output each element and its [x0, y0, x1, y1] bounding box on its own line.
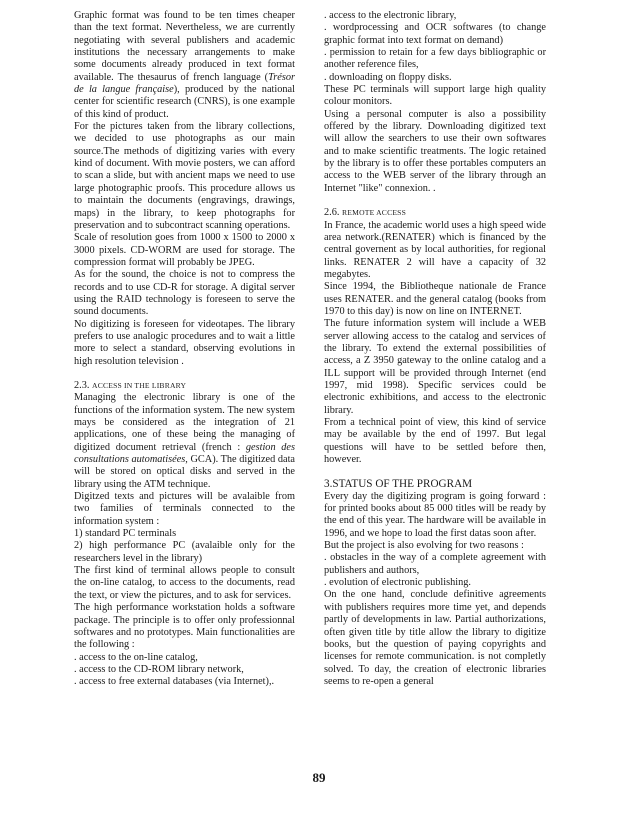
italic-title: Trésor de la langue française — [74, 71, 295, 96]
section-heading-2-6: 2.6. REMOTE ACCESS — [324, 207, 407, 219]
paragraph: The first kind of terminal allows people to consult the on-line catalog, to access to the documents, read the text, or view the pictures, and to ask for services. — [74, 565, 295, 601]
section-heading-3: 3.STATUS OF THE PROGRAM — [324, 478, 473, 491]
list-item: 2) high performance PC (avalaible only for the researchers level in the library) — [74, 540, 295, 564]
paragraph: In France, the academic world uses a high speed wide area network.(RENATER) which is financed by the central governent as by local authorities, for regional links. RENATER 2 will have a capacity of 32 megabytes. — [324, 219, 546, 280]
list-item: . access to the electronic library, — [324, 10, 457, 21]
paragraph: Scale of resolution goes from 1000 x 1500 to 2000 x 3000 pixels. CD-WORM are used for storage. The compression format will probably be JPEG. — [74, 232, 295, 268]
list-item: . evolution of electronic publishing. — [324, 577, 471, 589]
list-item: . downloading on floppy disks. — [324, 71, 452, 83]
list-item: . access to free external databases (via Internet),. — [74, 676, 275, 688]
paragraph: Managing the electronic library is one of the functions of the information system. The new system mays be considered as the integration of 21 applications, one of these being the managing of digitized document retrieval (french : gestion des consultations automatisées, GCA). The digitized data will be stored on optical disks and served in the library using the ATM technique. — [74, 392, 295, 490]
list-item: . access to the CD-ROM library network, — [74, 663, 244, 675]
paragraph: The future information system will include a WEB server allowing access to the catalog and services of the library. To extend the external possibilities of access, a Z 3950 gateway to the online catalog and a ILL support will be provided through Internet (end 1997, mid 1998). Specific services could be electronic exhibitions, and access to the electronic library. — [324, 318, 546, 416]
paragraph: From a technical point of view, this kind of service may be available by the end of 1997. But legal questions will have to be settled before then, however. — [324, 417, 546, 466]
list-item: 1) standard PC terminals — [74, 528, 177, 540]
paragraph: These PC terminals will support large high quality colour monitors. — [324, 84, 546, 108]
page-number: 89 — [312, 770, 326, 785]
list-item: . obstacles in the way of a complete agreement with publishers and authors, — [324, 552, 546, 576]
paragraph: Using a personal computer is also a possibility offered by the library. Downloading digitized text will allow the searchers to use their own softwares and to make scientific treatments. The logic retained by the library is to offer these portables computers an access to the WEB server of the library through an Internet "like" connexion. . — [324, 108, 546, 194]
left-column — [74, 10, 295, 689]
paragraph: For the pictures taken from the library collections, we decided to use photographs as our main source.The methods of digitizing varies with every kind of document. With movie posters, we can afford to scan a slide, but with ancient maps we need to use large photographic proofs. This procedure allows us to maintain the documents (engravings, drawings, maps) in the library, to keep photographs for preservation and to subcontract scanning operations. — [74, 121, 295, 231]
paragraph: But the project is also evolving for two reasons : — [324, 540, 524, 552]
list-item: . access to the on-line catalog, — [74, 651, 198, 663]
list-item: . wordprocessing and OCR softwares (to change graphic format into text format on demand) — [324, 22, 546, 46]
paragraph: Every day the digitizing program is going forward : for printed books about 85 000 titles will be ready by the end of this year. The hardware will be available in 1996, and we hope to load the first datas soon after. — [324, 490, 546, 539]
section-heading-2-3: 2.3. ACCESS IN THE LIBRARY — [74, 379, 187, 391]
paragraph: No digitizing is foreseen for videotapes. The library prefers to use analogic procedures and to wait a little more to select a standard, observing evolutions in high resolution television . — [74, 318, 295, 367]
list-item: . permission to retain for a few days bibliographic or another reference files, — [324, 47, 546, 71]
paragraph: Graphic format was found to be ten times cheaper than the text format. Nevertheless, we are currently negotiating with several publishers and academic institutions the necessary arrangements to make some documents already produced in text format available. The thesaurus of french language (Trésor de la langue française), produced by the national center for scientific research (CNRS), is one example of this kind of product. — [74, 10, 295, 120]
paragraph: Since 1994, the Bibliotheque nationale de France uses RENATER. and the general catalog (books from 1970 to this day) is now on line on INTERNET. — [324, 281, 546, 317]
paragraph: Digitzed texts and pictures will be avalaible from two families of terminals connected to the information system : — [74, 491, 295, 527]
paragraph: The high performance workstation holds a software package. The principle is to offer only professionnal softwares and no prototypes. Main functionalities are the following : — [74, 602, 295, 651]
paragraph: On the one hand, conclude definitive agreements with publishers requires more time yet, and depends partly of developments in law. Partial authorizations, often given title by title allow the library to digitize books, but the question of paying copyrights and licenses for remote communication. is not completly solved. To day, the creation of electronic libraries seems to re-open a general — [324, 589, 546, 687]
italic-term: gestion des consultations automatisées — [74, 441, 295, 466]
paragraph: As for the sound, the choice is not to compress the records and to use CD-R for storage. A digital server using the RAID technology is foreseen to serve the sound documents. — [74, 269, 295, 318]
right-column — [324, 10, 546, 688]
